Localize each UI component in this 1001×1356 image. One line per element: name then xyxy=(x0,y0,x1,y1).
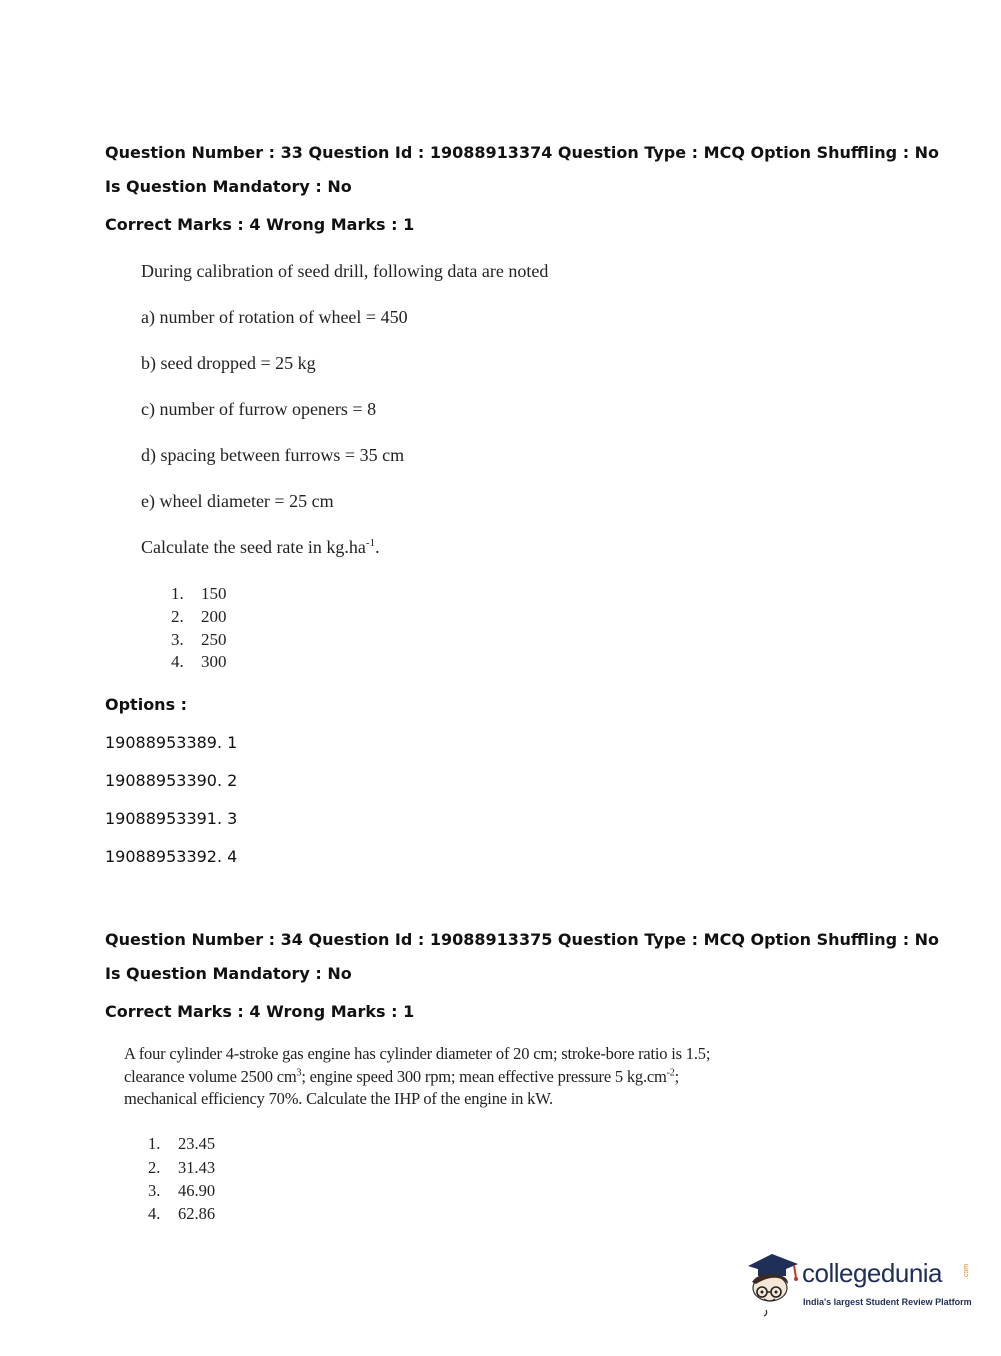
q33-choice-value: 200 xyxy=(201,607,227,626)
logo-wordmark: collegedunia xyxy=(802,1258,943,1288)
q34-text-line-2 xyxy=(124,1067,679,1087)
q33-mandatory: Is Question Mandatory : No xyxy=(105,177,352,196)
mascot-icon xyxy=(742,1248,802,1318)
q34-choice-value: 62.86 xyxy=(178,1204,216,1223)
q33-choice xyxy=(171,630,227,650)
q33-intro: During calibration of seed drill, following data are noted xyxy=(141,261,549,281)
q34-choice xyxy=(148,1158,215,1178)
q34-choice xyxy=(148,1134,215,1154)
q34-choice-num: 4. xyxy=(148,1204,161,1223)
q33-choice-num: 3. xyxy=(171,630,184,649)
q34-text-2c: ; xyxy=(674,1067,679,1086)
q33-question-sup: -1 xyxy=(365,537,376,549)
q34-choice-value: 46.90 xyxy=(178,1181,216,1200)
q33-option-2: 19088953390. 2 xyxy=(105,771,238,790)
q33-question-text: Calculate the seed rate in kg.ha xyxy=(141,537,366,557)
q33-question-end: . xyxy=(375,537,380,557)
q34-text-line-1: A four cylinder 4-stroke gas engine has cylinder diameter of 20 cm; stroke-bore ratio is 1.5; xyxy=(124,1044,711,1063)
q33-choice xyxy=(171,607,227,627)
q34-choice-value: 23.45 xyxy=(178,1134,216,1153)
q34-choice xyxy=(148,1181,215,1201)
q33-choice-value: 300 xyxy=(201,652,227,671)
q33-choice-num: 4. xyxy=(171,652,184,671)
q34-mandatory: Is Question Mandatory : No xyxy=(105,964,352,983)
q33-choice-num: 1. xyxy=(171,584,184,603)
q33-choice-value: 250 xyxy=(201,630,227,649)
q34-marks: Correct Marks : 4 Wrong Marks : 1 xyxy=(105,1002,415,1021)
q33-marks: Correct Marks : 4 Wrong Marks : 1 xyxy=(105,215,415,234)
q33-choice-num: 2. xyxy=(171,607,184,626)
q34-choice xyxy=(148,1204,215,1224)
q34-sup-2: -2 xyxy=(666,1067,675,1079)
q33-options-label: Options : xyxy=(105,695,188,714)
q33-question xyxy=(141,537,380,558)
q33-choice-value: 150 xyxy=(201,584,227,603)
q33-data-d: d) spacing between furrows = 35 cm xyxy=(141,445,405,465)
q34-choice-num: 1. xyxy=(148,1134,161,1153)
q33-header: Question Number : 33 Question Id : 19088913374 Question Type : MCQ Option Shuffling : No xyxy=(105,143,940,162)
q34-header: Question Number : 34 Question Id : 19088913375 Question Type : MCQ Option Shuffling : No xyxy=(105,930,940,949)
q34-sup-1: 3 xyxy=(296,1067,302,1079)
q34-choice-value: 31.43 xyxy=(178,1158,216,1177)
logo-tagline: India's largest Student Review Platform xyxy=(803,1297,972,1307)
q33-choice xyxy=(171,584,227,604)
q34-choice-num: 2. xyxy=(148,1158,161,1177)
collegedunia-logo xyxy=(742,1248,972,1318)
q33-choice xyxy=(171,652,227,672)
q33-data-c: c) number of furrow openers = 8 xyxy=(141,399,377,419)
q33-option-3: 19088953391. 3 xyxy=(105,809,238,828)
q34-text-line-3: mechanical efficiency 70%. Calculate the IHP of the engine in kW. xyxy=(124,1089,553,1108)
q33-data-b: b) seed dropped = 25 kg xyxy=(141,353,316,373)
q33-data-a: a) number of rotation of wheel = 450 xyxy=(141,307,408,327)
q33-option-1: 19088953389. 1 xyxy=(105,733,238,752)
q34-choice-num: 3. xyxy=(148,1181,161,1200)
q33-option-4: 19088953392. 4 xyxy=(105,847,238,866)
logo-com: .com xyxy=(963,1263,971,1280)
q33-data-e: e) wheel diameter = 25 cm xyxy=(141,491,334,511)
q34-text-2b: ; engine speed 300 rpm; mean effective pressure 5 kg.cm xyxy=(301,1067,667,1086)
q34-text-2a: clearance volume 2500 cm xyxy=(124,1067,297,1086)
